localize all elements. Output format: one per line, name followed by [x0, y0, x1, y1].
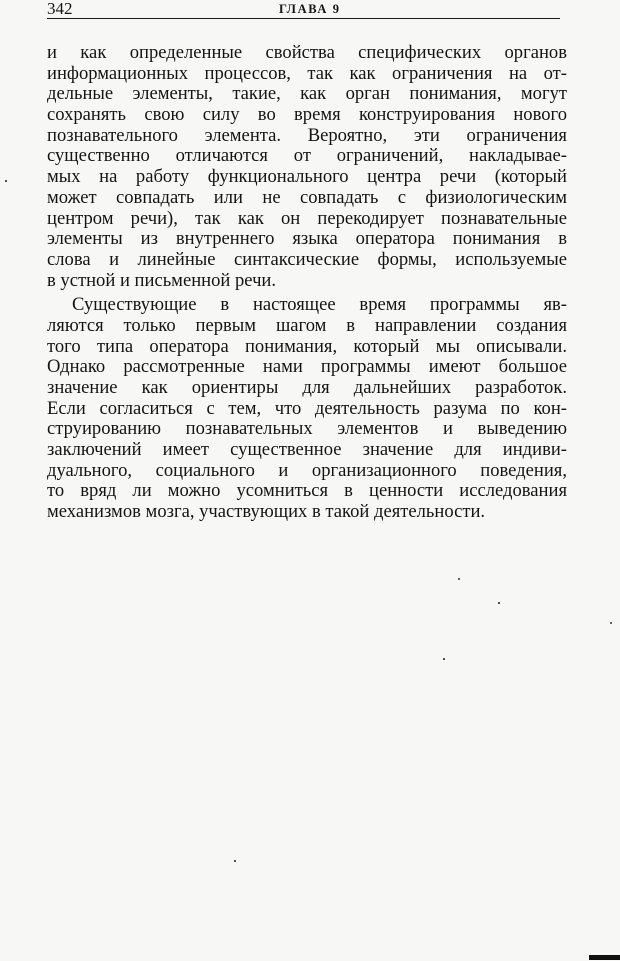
- text-line: информационных процессов, так как ограничения на от-: [47, 62, 567, 84]
- text-line: существенно отличаются от ограничений, накладывае-: [47, 145, 567, 167]
- text-line: дуального, социального и организационного поведения,: [47, 459, 567, 481]
- text-line: то вряд ли можно усомниться в ценности исследования: [47, 480, 567, 502]
- text-line: того типа оператора понимания, который мы описывали.: [47, 335, 567, 357]
- text-line: и как определенные свойства специфических органов: [47, 42, 567, 63]
- scan-speck: [5, 180, 7, 182]
- scan-speck: [234, 860, 236, 862]
- scan-speck: [498, 602, 500, 604]
- running-head: ГЛАВА 9: [279, 2, 341, 16]
- text-line: Существующие в настоящее время программы яв-: [72, 294, 567, 316]
- text-line: Если согласиться с тем, что деятельность разума по кон-: [47, 397, 567, 419]
- paragraph-2: [47, 295, 567, 523]
- paragraph-1: [47, 43, 567, 291]
- scan-speck: [443, 658, 445, 660]
- text-line: ляются только первым шагом в направлении создания: [47, 314, 567, 336]
- text-line: может совпадать или не совпадать с физиологическим: [47, 186, 567, 208]
- page-header: [47, 0, 560, 19]
- text-line: центром речи), так как он перекодирует познавательные: [47, 207, 567, 229]
- scan-speck: [458, 578, 460, 580]
- body-text: [47, 43, 567, 523]
- text-line: познавательного элемента. Вероятно, эти ограничения: [47, 124, 567, 146]
- page-number: 342: [47, 0, 73, 18]
- text-line: в устной и письменной речи.: [47, 269, 277, 291]
- text-line: значение как ориентиры для дальнейших разработок.: [47, 377, 567, 398]
- text-line: мых на работу функционального центра речи (который: [47, 166, 567, 188]
- text-line: струированию познавательных элементов и выведению: [47, 418, 567, 440]
- scan-speck: [610, 622, 612, 624]
- text-line: Однако рассмотренные нами программы имеют большое: [47, 356, 567, 378]
- text-line: заключений имеет существенное значение для индиви-: [47, 439, 567, 461]
- text-line: механизмов мозга, участвующих в такой деятельности.: [47, 501, 486, 523]
- text-line: дельные элементы, такие, как орган понимания, могут: [47, 83, 567, 105]
- text-line: элементы из внутреннего языка оператора понимания в: [47, 228, 567, 250]
- text-line: сохранять свою силу во время конструирования нового: [47, 104, 567, 126]
- page-edge-mark: [589, 955, 620, 960]
- text-line: слова и линейные синтаксические формы, используемые: [47, 248, 567, 270]
